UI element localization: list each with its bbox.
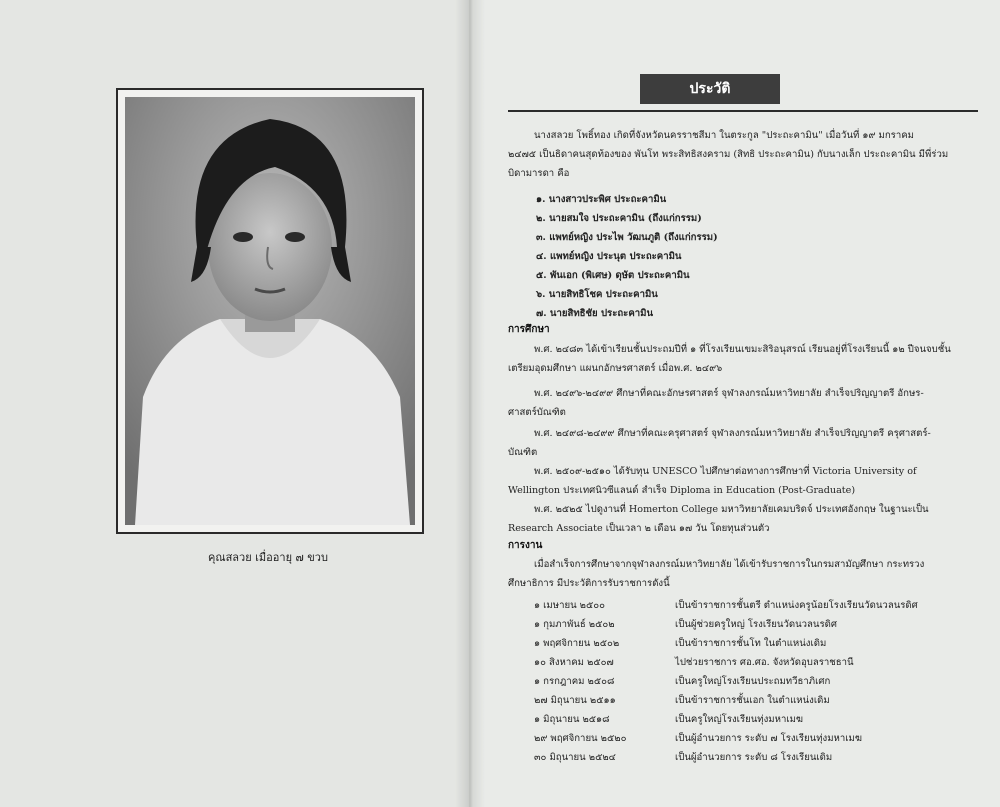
- sibling-item: ๒. นายสมใจ ประถะคามิน (ถึงแก่กรรม): [536, 213, 702, 224]
- right-page: [470, 0, 1000, 807]
- sibling-item: ๔. แพทย์หญิง ประนุต ประถะคามิน: [536, 251, 682, 262]
- intro-line: ๒๔๗๕ เป็นธิดาคนสุดท้องของ พันโท พระสิทธิสงคราม (สิทธิ ประถะคามิน) กับนางเล็ก ประถะคามิน มีพี่ร่วม: [508, 149, 949, 160]
- education-line: Wellington ประเทศนิวซีแลนด์ สำเร็จ Diploma in Education (Post-Graduate): [508, 485, 856, 496]
- work-desc: เป็นข้าราชการชั้นเอก ในตำแหน่งเดิม: [675, 695, 830, 706]
- education-line: พ.ศ. ๒๔๙๖-๒๔๙๙ ศึกษาที่คณะอักษรศาสตร์ จุฬาลงกรณ์มหาวิทยาลัย สำเร็จปริญญาตรี อักษร-: [534, 388, 924, 399]
- work-date: ๑ กุมภาพันธ์ ๒๕๐๒: [534, 619, 615, 630]
- sibling-item: ๕. พันเอก (พิเศษ) ดุษัต ประถะคามิน: [536, 270, 690, 281]
- portrait-frame: [116, 88, 424, 534]
- work-heading: การงาน: [508, 540, 543, 551]
- education-line: บัณฑิต: [508, 447, 538, 458]
- work-desc: เป็นข้าราชการชั้นโท ในตำแหน่งเดิม: [675, 638, 827, 649]
- sibling-item: ๗. นายสิทธิชัย ประถะคามิน: [536, 308, 654, 319]
- work-date: ๓๐ มิถุนายน ๒๕๒๔: [534, 752, 616, 763]
- work-date: ๑ มิถุนายน ๒๕๑๘: [534, 714, 610, 725]
- portrait-caption: คุณสลวย เมื่ออายุ ๗ ขวบ: [208, 551, 328, 564]
- education-line: พ.ศ. ๒๔๙๘-๒๔๙๙ ศึกษาที่คณะครุศาสตร์ จุฬาลงกรณ์มหาวิทยาลัย สำเร็จปริญญาตรี ครุศาสตร์-: [534, 428, 931, 439]
- work-date: ๑ กรกฎาคม ๒๕๐๘: [534, 676, 615, 687]
- work-date: ๑ เมษายน ๒๕๐๐: [534, 600, 605, 611]
- education-heading: การศึกษา: [508, 324, 550, 335]
- page-title: ประวัติ: [640, 74, 780, 104]
- work-desc: เป็นผู้ช่วยครูใหญ่ โรงเรียนวัดนวลนรดิศ: [675, 619, 837, 630]
- intro-line: นางสลวย โพธิ์ทอง เกิดที่จังหวัดนครราชสีมา ในตระกูล "ประถะคามิน" เมื่อวันที่ ๑๙ มกราคม: [534, 130, 914, 141]
- work-date: ๑ พฤศจิกายน ๒๕๐๒: [534, 638, 620, 649]
- intro-line: บิดามารดา คือ: [508, 168, 570, 179]
- education-line: พ.ศ. ๒๔๘๓ ได้เข้าเรียนชั้นประถมปีที่ ๑ ที่โรงเรียนเขมะสิริอนุสรณ์ เรียนอยู่ที่โรงเรียนนี้ ๑๒ ปีจนจบชั้น: [534, 344, 951, 355]
- work-desc: เป็นผู้อำนวยการ ระดับ ๗ โรงเรียนทุ่งมหาเมฆ: [675, 733, 862, 744]
- education-line: พ.ศ. ๒๕๐๙-๒๕๑๐ ได้รับทุน UNESCO ไปศึกษาต่อทางการศึกษาที่ Victoria University of: [534, 466, 917, 477]
- work-date: ๒๙ พฤศจิกายน ๒๕๒๐: [534, 733, 627, 744]
- child-portrait-image: [125, 97, 415, 525]
- education-line: เตรียมอุดมศึกษา แผนกอักษรศาสตร์ เมื่อพ.ศ. ๒๔๙๖: [508, 363, 723, 374]
- sibling-item: ๖. นายสิทธิโชค ประถะคามิน: [536, 289, 658, 300]
- portrait-photo: [125, 97, 415, 525]
- book-gutter: [455, 0, 485, 807]
- education-line: พ.ศ. ๒๕๒๕ ไปดูงานที่ Homerton College มหาวิทยาลัยเคมบริดจ์ ประเทศอังกฤษ ในฐานะเป็น: [534, 504, 929, 515]
- work-desc: เป็นข้าราชการชั้นตรี ตำแหน่งครูน้อยโรงเรียนวัดนวลนรดิศ: [675, 600, 918, 611]
- sibling-item: ๓. แพทย์หญิง ประไพ วัฒนภูติ (ถึงแก่กรรม): [536, 232, 718, 243]
- education-line: Research Associate เป็นเวลา ๒ เดือน ๑๗ วัน โดยทุนส่วนตัว: [508, 523, 770, 534]
- work-date: ๑๐ สิงหาคม ๒๕๐๗: [534, 657, 614, 668]
- work-date: ๒๗ มิถุนายน ๒๕๑๑: [534, 695, 616, 706]
- work-desc: เป็นครูใหญ่โรงเรียนทุ่งมหาเมฆ: [675, 714, 804, 725]
- work-desc: เป็นครูใหญ่โรงเรียนประถมทวีธาภิเศก: [675, 676, 831, 687]
- work-intro-line: ศึกษาธิการ มีประวัติการรับราชการดังนี้: [508, 578, 670, 589]
- sibling-item: ๑. นางสาวประพิศ ประถะคามิน: [536, 194, 667, 205]
- work-intro-line: เมื่อสำเร็จการศึกษาจากจุฬาลงกรณ์มหาวิทยาลัย ได้เข้ารับราชการในกรมสามัญศึกษา กระทรวง: [534, 559, 925, 570]
- education-line: ศาสตร์บัณฑิต: [508, 407, 566, 418]
- title-divider: [508, 110, 978, 112]
- work-desc: ไปช่วยราชการ ศอ.ศอ. จังหวัดอุบลราชธานี: [675, 657, 854, 668]
- left-page: [0, 0, 470, 807]
- work-desc: เป็นผู้อำนวยการ ระดับ ๘ โรงเรียนเดิม: [675, 752, 833, 763]
